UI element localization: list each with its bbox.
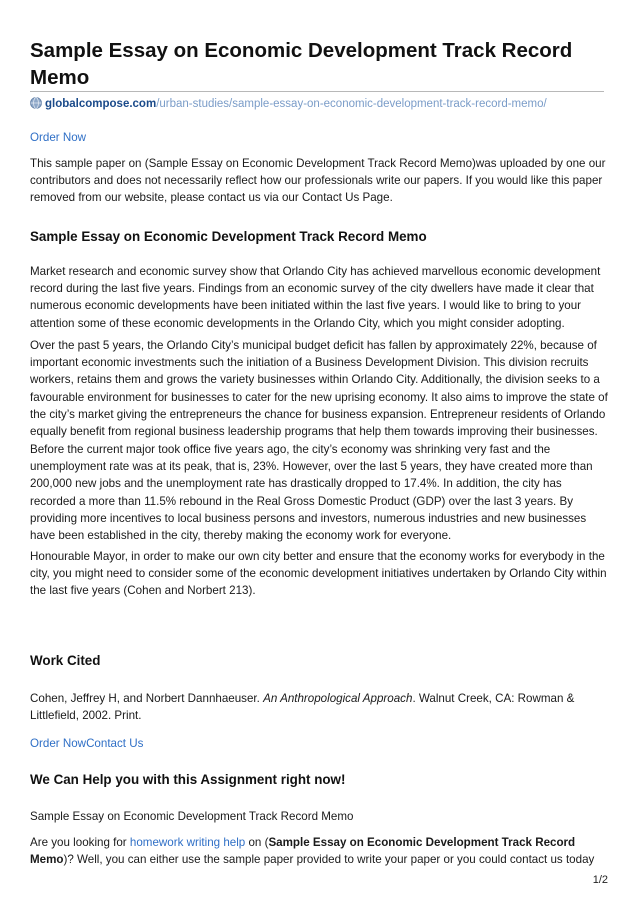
- source-domain[interactable]: globalcompose.com: [45, 98, 157, 110]
- works-cited-heading: Work Cited: [30, 653, 101, 668]
- page-title: Sample Essay on Economic Development Track Record Memo: [30, 39, 573, 89]
- footer-links: [30, 735, 608, 752]
- help-paragraph: [30, 834, 608, 868]
- title-divider: [30, 91, 604, 92]
- essay-paragraph-2: Over the past 5 years, the Orlando City’s municipal budget deficit has fallen by approximately 22%, because of important economic investments such the initiation of a Business Development Division. This division recruits workers, retains them and grows the variety businesses within Orlando City. Additionally, the division seeks to a favourable environment for businesses to cater for the new uprising economy. It also aims to improve the state of the city’s market giving the entrepreneurs the chance for business expansion. Entrepreneur residents of Orlando equally benefit from regional business leadership programs that help them towards improving their businesses.: [30, 339, 608, 439]
- citation-publisher: . Walnut Creek, CA: Rowman & Littlefield, 2002. Print.: [30, 692, 575, 723]
- order-now-link-2[interactable]: Order Now: [30, 737, 87, 750]
- disclaimer-text: This sample paper on (Sample Essay on Economic Development Track Record Memo)was uploaded by one our contributors and does not necessarily reflect how our professionals write our papers. If you would like this paper removed from our website, please contact us via our Contact Us Page.: [30, 157, 606, 205]
- source-path[interactable]: /urban-studies/sample-essay-on-economic-development-track-record-memo/: [156, 98, 547, 110]
- help-heading: We Can Help you with this Assignment right now!: [30, 772, 346, 787]
- contact-us-link[interactable]: Contact Us: [86, 737, 144, 750]
- source-line: [30, 97, 547, 111]
- help-bold-title: Sample Essay on Economic Development Track Record Memo: [30, 836, 576, 867]
- essay-heading: Sample Essay on Economic Development Track Record Memo: [30, 229, 427, 244]
- page-number: 1/2: [592, 874, 608, 886]
- essay-paragraph-4: Honourable Mayor, in order to make our own city better and ensure that the economy works for everybody in the city, you might need to consider some of the economic development initiatives undertaken by Orlando City within the last five years (Cohen and Norbert 213).: [30, 550, 607, 598]
- citation-entry: [30, 690, 608, 724]
- homework-help-link[interactable]: homework writing help: [129, 836, 246, 849]
- help-text-mid: on (: [245, 836, 269, 849]
- globe-icon: [30, 97, 42, 109]
- essay-paragraph-1: Market research and economic survey show that Orlando City has achieved marvellous economic development record during the last five years. Findings from an economic survey of the city dwellers have made it clear that numerous economic developments have been initiated within the last five years. I would like to bring to your attention some of these economic developments in the Orlando City, which you might consider adopting.: [30, 265, 601, 330]
- help-subtitle: Sample Essay on Economic Development Track Record Memo: [30, 810, 354, 823]
- help-text-end: )? Well, you can either use the sample paper provided to write your paper or you could contact us today: [63, 853, 595, 867]
- citation-authors: Cohen, Jeffrey H, and Norbert Dannhaeuser.: [30, 692, 260, 705]
- citation-title: An Anthropological Approach: [263, 692, 413, 705]
- essay-paragraph-3: Before the current major took office five years ago, the city’s economy was shrinking very fast and the unemployment rate was at its peak, that is, 23%. However, over the last 5 years, they have created more than 200,000 new jobs and the unemployment rate has drastically dropped to 17.4%. In addition, the city has recorded a more than 11.5% rebound in the Real Gross Domestic Product (GDP) over the last 3 years. By providing more incentives to local business persons and investors, numerous industries and new businesses have been established in the city, thereby making the economy work for everyone.: [30, 443, 593, 543]
- help-text-start: Are you looking for: [30, 836, 130, 849]
- order-now-link[interactable]: Order Now: [30, 131, 87, 144]
